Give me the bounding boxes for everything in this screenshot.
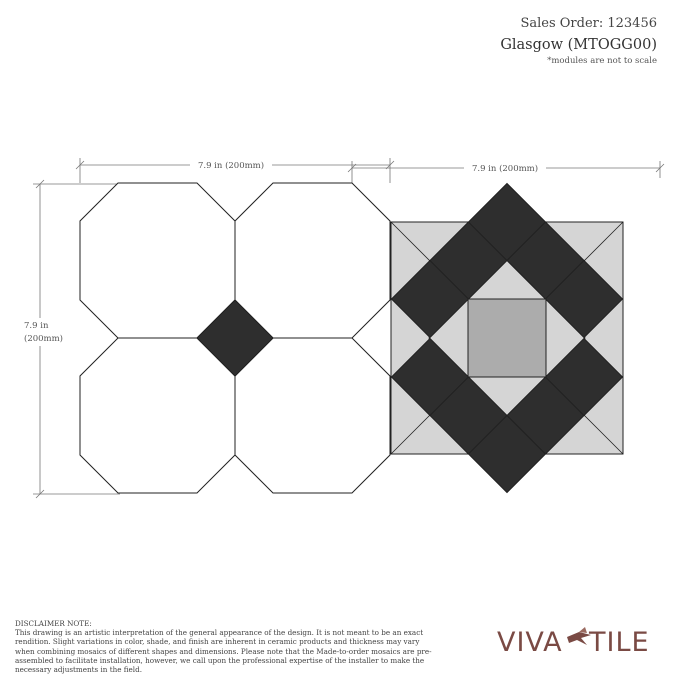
octagon-tile [235, 338, 390, 493]
disclaimer-body: This drawing is an artistic interpretation of the general appearance of the design. It is not meant to be an exact rendition. Slight variations in color, shade, and finish are inherent in ceramic products and thickness may vary when combining mosaics of different shapes and dimensions. Please note that the Made-to-order mosaics are pre-assembled to facilitate installation, however, we call upon the professional expertise of the installer to make the necessary adjustments in the field. [15, 628, 432, 675]
octagon-tile [80, 183, 235, 338]
logo-text-right: TILE [589, 627, 650, 657]
dimension-label-height-line2: (200mm) [24, 334, 63, 344]
scale-note: *modules are not to scale [547, 56, 657, 66]
logo-text-left: VIVA [497, 627, 563, 657]
disclaimer-title: DISCLAIMER NOTE: [15, 619, 92, 628]
logo-bird-icon [567, 627, 591, 645]
product-title: Glasgow (MTOGG00) [500, 37, 657, 53]
viva-tile-logo [497, 623, 662, 657]
dimension-label-left-width: 7.9 in (200mm) [197, 161, 265, 171]
disclaimer-block [15, 619, 435, 674]
diamond-star-module [391, 184, 623, 493]
dimension-label-right-width: 7.9 in (200mm) [471, 164, 539, 174]
octagon-dot-module [80, 183, 390, 493]
octagon-tile [235, 183, 390, 338]
center-square [468, 299, 546, 377]
sales-order-label: Sales Order: 123456 [520, 16, 657, 31]
octagon-tile [80, 338, 235, 493]
dimension-label-height-line1: 7.9 in [24, 321, 49, 331]
